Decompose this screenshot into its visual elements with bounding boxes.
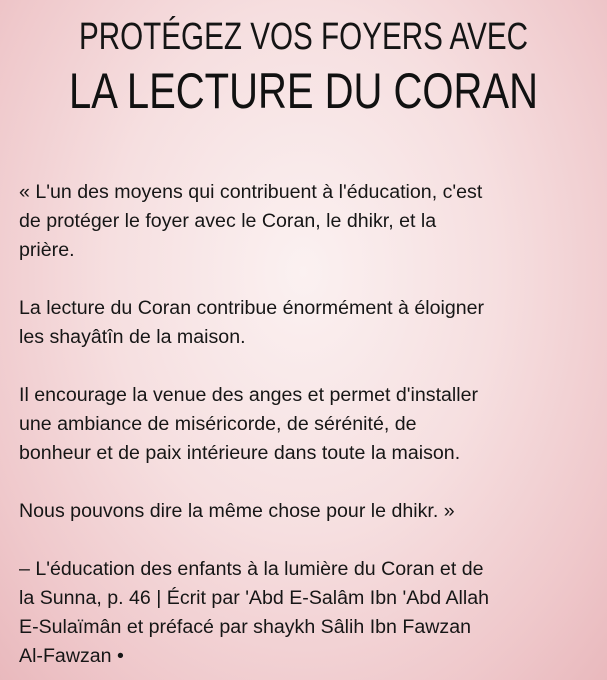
paragraph-intro: « L'un des moyens qui contribuent à l'éducation, c'est de protéger le foyer avec le Coran, le dhikr, et la prière.	[19, 181, 483, 261]
title-line-2: LA LECTURE DU CORAN	[69, 63, 538, 119]
quote-body	[19, 178, 599, 671]
source-citation: – L'éducation des enfants à la lumière du Coran et de la Sunna, p. 46 | Écrit par 'Abd E-Salâm Ibn 'Abd Allah E-Sulaïmân et préfacé par shaykh Sâlih Ibn Fawzan Al-Fawzan •	[19, 558, 490, 667]
paragraph-dhikr: Nous pouvons dire la même chose pour le dhikr. »	[19, 500, 455, 522]
paragraph-angels: Il encourage la venue des anges et permet d'installer une ambiance de miséricorde, de sérénité, de bonheur et de paix intérieure dans toute la maison.	[19, 384, 479, 464]
title-line-1: PROTÉGEZ VOS FOYERS AVEC	[78, 16, 529, 58]
title-block	[0, 14, 607, 120]
paragraph-reading: La lecture du Coran contribue énormément à éloigner les shayâtîn de la maison.	[19, 297, 485, 348]
